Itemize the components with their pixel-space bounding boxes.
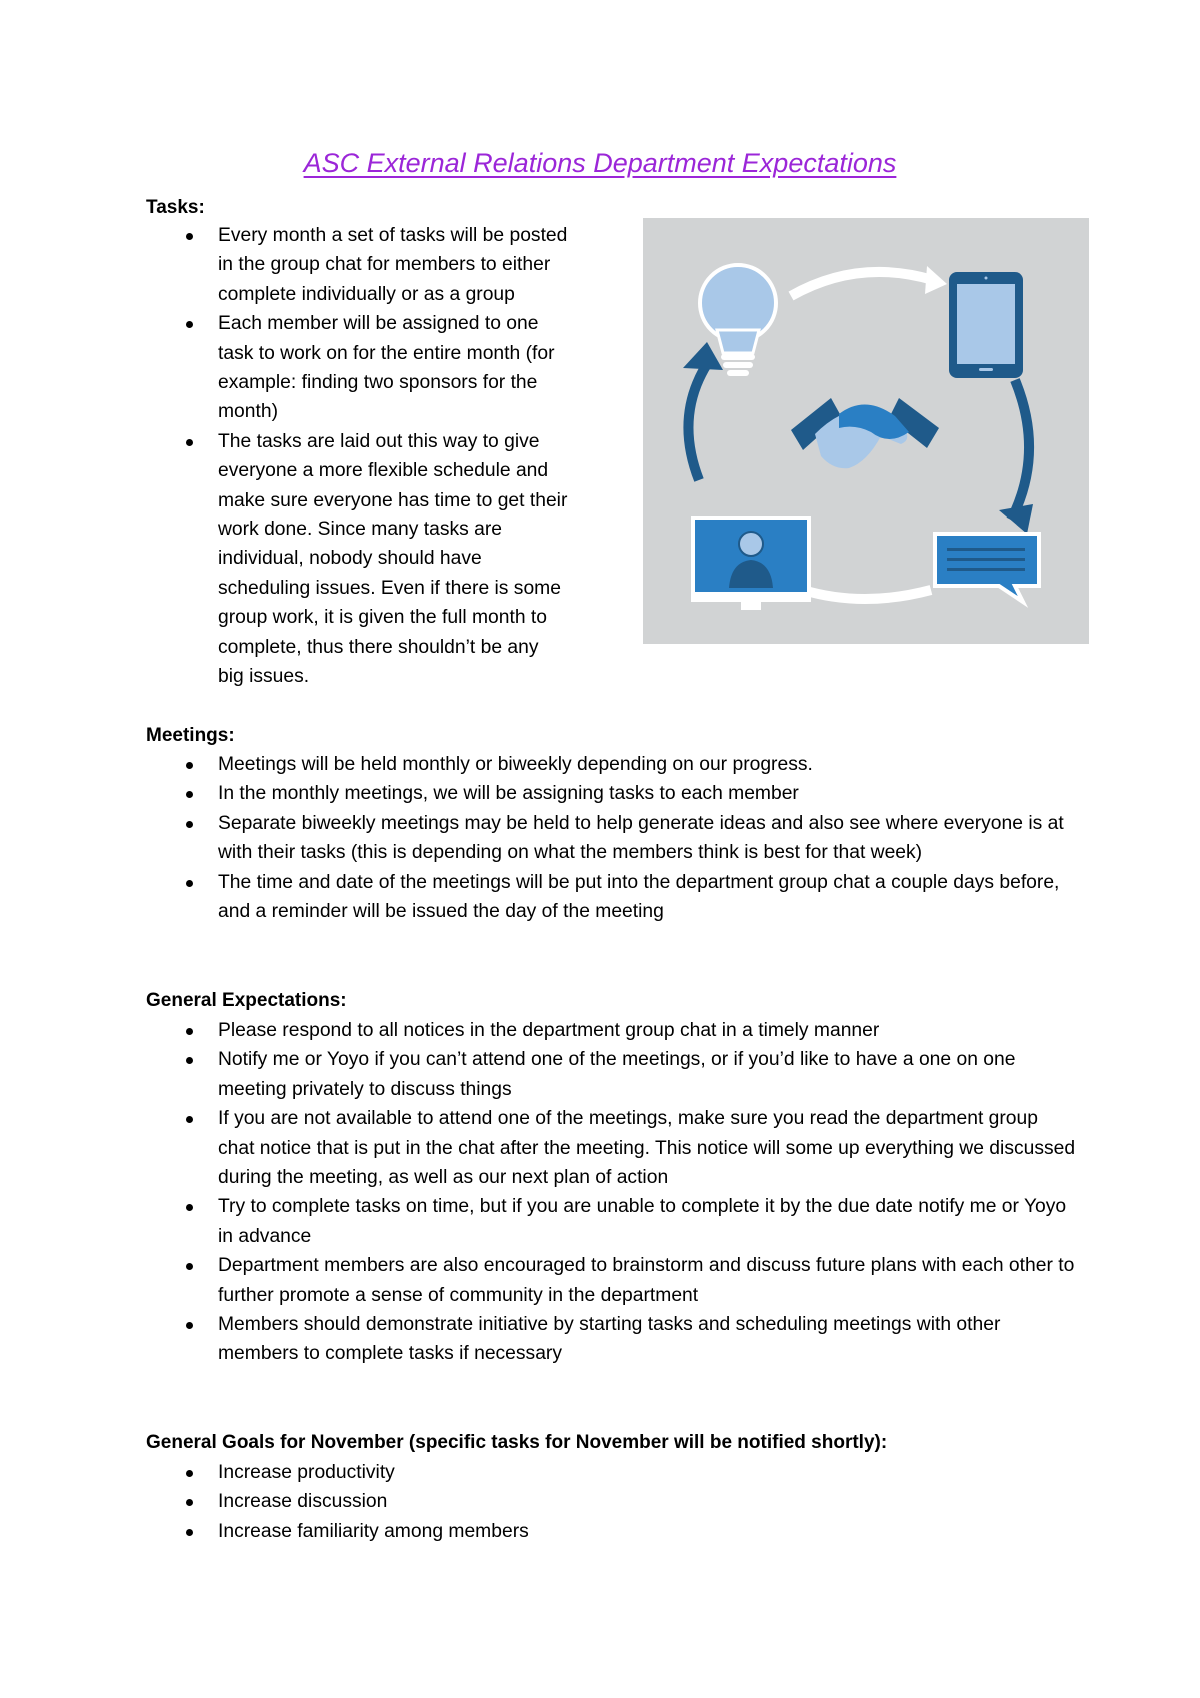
list-item: Try to complete tasks on time, but if you are unable to complete it by the due date notify me or Yoyo in advance xyxy=(146,1192,1076,1251)
meetings-list xyxy=(146,750,1076,926)
list-item: Members should demonstrate initiative by starting tasks and scheduling meetings with other members to complete tasks if necessary xyxy=(146,1310,1076,1369)
list-item: Every month a set of tasks will be posted in the group chat for members to either complete individually or as a group xyxy=(146,221,666,309)
tasks-heading: Tasks: xyxy=(146,197,205,218)
goals-list xyxy=(146,1458,1076,1546)
collaboration-illustration xyxy=(643,218,1089,644)
meetings-heading: Meetings: xyxy=(146,725,235,746)
list-item: Increase discussion xyxy=(146,1487,1076,1516)
list-item: Department members are also encouraged to brainstorm and discuss future plans with each other to further promote a sense of community in the department xyxy=(146,1251,1076,1310)
list-item: Each member will be assigned to one task to work on for the entire month (for example: finding two sponsors for the month) xyxy=(146,309,666,427)
list-item: Increase familiarity among members xyxy=(146,1517,1076,1546)
goals-heading: General Goals for November (specific tasks for November will be notified shortly): xyxy=(146,1432,888,1453)
monitor-person-icon xyxy=(691,518,811,610)
general-expectations-heading: General Expectations: xyxy=(146,990,347,1011)
tasks-list xyxy=(146,221,666,692)
list-item: Meetings will be held monthly or biweekly depending on our progress. xyxy=(146,750,1076,779)
list-item: Notify me or Yoyo if you can’t attend one of the meetings, or if you’d like to have a one on one meeting privately to discuss things xyxy=(146,1045,1076,1104)
list-item: The tasks are laid out this way to give everyone a more flexible schedule and make sure everyone has time to get their work done. Since many tasks are individual, nobody should have scheduling issues. Even if there is some group work, it is given the full month to complete, thus there shouldn’t be any big issues. xyxy=(146,427,666,692)
list-item: Increase productivity xyxy=(146,1458,1076,1487)
tablet-icon xyxy=(949,272,1023,378)
general-expectations-list xyxy=(146,1016,1076,1369)
page-title: ASC External Relations Department Expectations xyxy=(303,148,897,178)
list-item: If you are not available to attend one of the meetings, make sure you read the department group chat notice that is put in the chat after the meeting. This notice will some up everything we discussed during the meeting, as well as our next plan of action xyxy=(146,1104,1076,1192)
list-item: The time and date of the meetings will be put into the department group chat a couple days before, and a reminder will be issued the day of the meeting xyxy=(146,868,1076,927)
list-item: In the monthly meetings, we will be assigning tasks to each member xyxy=(146,779,1076,808)
list-item: Separate biweekly meetings may be held to help generate ideas and also see where everyone is at with their tasks (this is depending on what the members think is best for that week) xyxy=(146,809,1076,868)
list-item: Please respond to all notices in the department group chat in a timely manner xyxy=(146,1016,1076,1045)
